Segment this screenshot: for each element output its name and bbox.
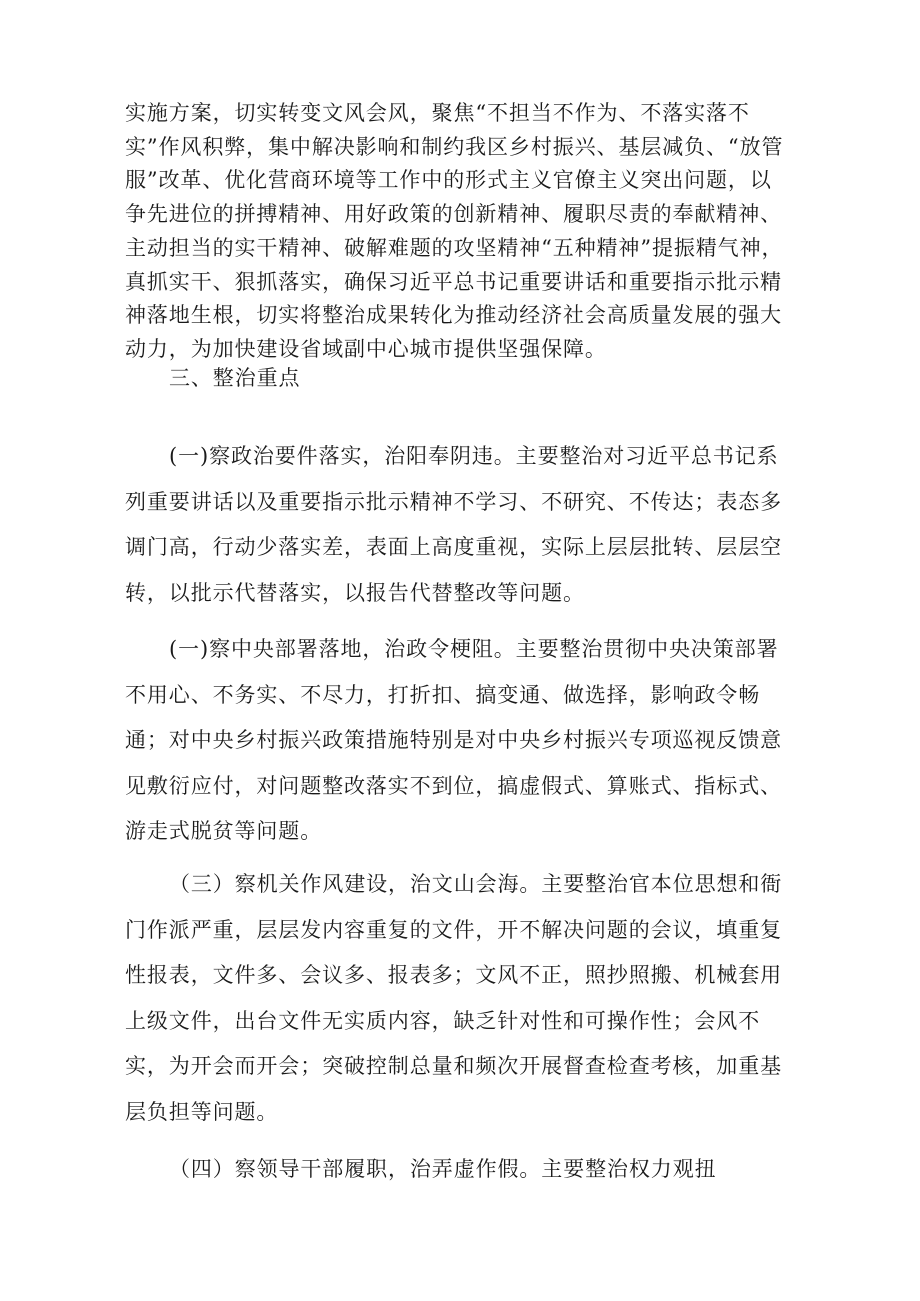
section-paragraph-1: (一)察政治要件落实，治阳奉阴违。主要整治对习近平总书记系列重要讲话以及重要指示批示精神不学习、不研究、不传达；表态多调门高，行动少落实差，表面上高度重视，实际上层层批转、层层空转，以批示代替落实，以报告代替整改等问题。: [125, 444, 782, 605]
section-paragraph-4: （四）察领导干部履职，治弄虚作假。主要整治权力观扭: [169, 1157, 717, 1181]
section-paragraph-3: （三）察机关作风建设，治文山会海。主要整治官本位思想和衙门作派严重，层层发内容重复的文件，开不解决问题的会议，填重复性报表，文件多、会议多、报表多；文风不正，照抄照搬、机械套用上级文件，出台文件无实质内容，缺乏针对性和可操作性；会风不实，为开会而开会；突破控制总量和频次开展督查检查考核，加重基层负担等问题。: [125, 872, 783, 1124]
section-paragraph-2: (一)察中央部署落地，治政令梗阻。主要整治贯彻中央决策部署不用心、不务实、不尽力，打折扣、搞变通、做选择，影响政令畅通；对中央乡村振兴政策措施特别是对中央乡村振兴专项巡视反馈意见敷衍应付，对问题整改落实不到位，搞虚假式、算账式、指标式、游走式脱贫等问题。: [125, 637, 782, 844]
intro-paragraph: 实施方案，切实转变文风会风，聚焦“不担当不作为、不落实落不实”作风积弊，集中解决影响和制约我区乡村振兴、基层减负、“放管服”改革、优化营商环境等工作中的形式主义官僚主义突出问题，以争先进位的拼搏精神、用好政策的创新精神、履职尽责的奉献精神、主动担当的实干精神、破解难题的攻坚精神“五种精神”提振精气神，真抓实干、狠抓落实，确保习近平总书记重要讲话和重要指示批示精神落地生根，切实将整治成果转化为推动经济社会高质量发展的强大动力，为加快建设省域副中心城市提供坚强保障。: [125, 101, 784, 361]
section-heading: 三、整治重点: [169, 366, 301, 390]
